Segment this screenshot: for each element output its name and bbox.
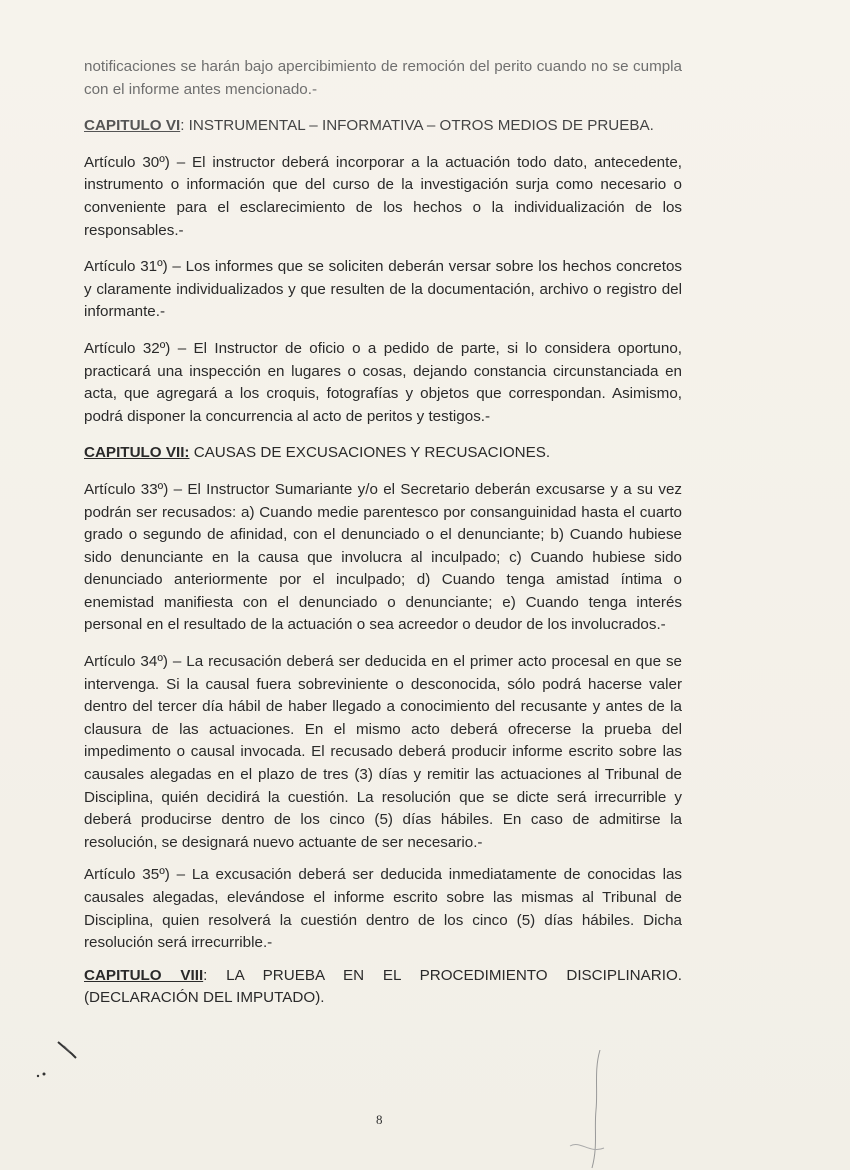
intro-paragraph: notificaciones se harán bajo apercibimiento de remoción del perito cuando no se cumpla con el informe antes mencionado.-	[84, 58, 682, 98]
chapter-viii-heading	[84, 965, 682, 1010]
article-33: Artículo 33º) – El Instructor Sumariante y/o el Secretario deberán excusarse y a su vez podrán ser recusados: a) Cuando medie parentesco por consanguinidad hasta el cuarto grado o segundo de afinidad, con el denunciado o el denunciante; b) Cuando hubiese sido denunciante en la causa que involucra al inculpado; c) Cuando hubiese sido denunciado anteriormente por el inculpado; d) Cuando tenga amistad íntima o enemistad manifiesta con el denunciado o denunciante; e) Cuando tenga interés personal en el resultado de la actuación o sea acreedor o deudor de los involucrados.-	[84, 480, 682, 634]
handwritten-scribble-icon	[560, 1050, 620, 1170]
article-35: Artículo 35º) – La excusación deberá ser deducida inmediatamente de conocidas las causales alegadas, elevándose el informe escrito sobre las mismas al Tribunal de Disciplina, quien resolverá la cuestión dentro de los cinco (5) días hábiles. Dicha resolución será irrecurrible.-	[84, 866, 682, 952]
chapter-vii-subtitle: CAUSAS DE EXCUSACIONES Y RECUSACIONES.	[189, 444, 551, 462]
article-32: Artículo 32º) – El Instructor de oficio o a pedido de parte, si lo considera oportuno, practicará una inspección en lugares o cosas, dejando constancia circunstanciada en acta, que agregará a los croquis, fotografías y objetos que correspondan. Asimismo, podrá disponer la concurrencia al acto de peritos y testigos.-	[84, 339, 682, 425]
article-31: Artículo 31º) – Los informes que se soliciten deberán versar sobre los hechos concretos y claramente individualizados y que resulten de la documentación, archivo o registro del informante.-	[84, 258, 682, 321]
chapter-vii-heading	[84, 442, 682, 465]
pen-mark-icon	[30, 1030, 90, 1080]
document-body	[84, 56, 682, 1010]
chapter-vi-heading	[84, 115, 682, 138]
chapter-viii-title: CAPITULO VIII	[84, 966, 204, 984]
chapter-vi-title: CAPITULO VI	[84, 117, 181, 135]
chapter-vii-title: CAPITULO VII:	[84, 444, 190, 462]
article-34: Artículo 34º) – La recusación deberá ser deducida en el primer acto procesal en que se intervenga. Si la causal fuera sobreviniente o desconocida, sólo podrá hacerse valer dentro del tercer día hábil de haber llegado a conocimiento del recusante y antes de la clausura de las actuaciones. En el mismo acto deberá ofrecerse la prueba del impedimento o causal invocada. El recusado deberá producir informe escrito sobre las causales alegadas en el plazo de tres (3) días y remitir las actuaciones al Tribunal de Disciplina, quién decidirá la cuestión. La resolución que se dicte será irrecurrible y deberá producirse dentro de los cinco (5) días hábiles. En caso de admitirse la resolución, se designará nuevo actuante de ser necesario.-	[84, 653, 682, 851]
chapter-vi-subtitle: : INSTRUMENTAL – INFORMATIVA – OTROS MEDIOS DE PRUEBA.	[180, 117, 654, 135]
article-30: Artículo 30º) – El instructor deberá incorporar a la actuación todo dato, antecedente, instrumento o información que del curso de la investigación surja como necesario o conveniente para el esclarecimiento de los hechos o la individualización de los responsables.-	[84, 153, 682, 239]
chapter-viii-subtitle: : LA PRUEBA EN EL PROCEDIMIENTO DISCIPLINARIO. (DECLARACIÓN DEL IMPUTADO).	[84, 966, 682, 1007]
page-number: 8	[376, 1112, 383, 1127]
